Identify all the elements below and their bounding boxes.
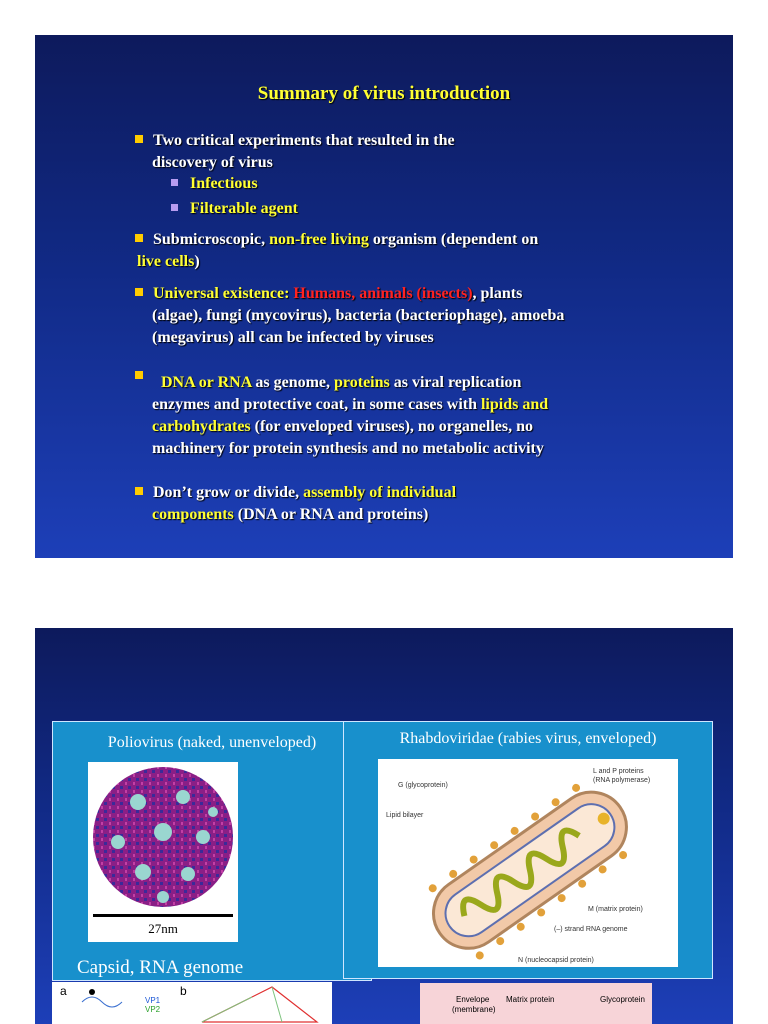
poliovirus-capsid-icon bbox=[88, 762, 238, 942]
g-glycoprotein-label: G (glycoprotein) bbox=[398, 782, 448, 789]
lp-label-line1: L and P proteins bbox=[593, 768, 644, 775]
bullet-submicroscopic: Submicroscopic, non-free living organism (dependent on live cells) bbox=[137, 231, 539, 270]
poliovirus-title: Poliovirus (naked, unenveloped) bbox=[107, 734, 317, 751]
matrix-protein-label: Matrix protein bbox=[506, 995, 555, 1004]
panel-a-label: a bbox=[60, 984, 67, 998]
bullet-square-icon bbox=[135, 288, 143, 296]
nucleocapsid-label: N (nucleocapsid protein) bbox=[518, 957, 594, 964]
capsid-caption: Capsid, RNA genome bbox=[77, 957, 244, 978]
rabies-virus-diagram-icon bbox=[378, 759, 678, 967]
matrix-protein-label: M (matrix protein) bbox=[588, 906, 643, 913]
scale-label: 27nm bbox=[148, 921, 178, 936]
glycoprotein-label: Glycoprotein bbox=[600, 995, 645, 1004]
lp-label-line2: (RNA polymerase) bbox=[593, 777, 651, 784]
envelope-structure-figure bbox=[420, 983, 652, 1024]
bullet-square-icon bbox=[135, 234, 143, 242]
rna-genome-label: (–) strand RNA genome bbox=[554, 926, 628, 933]
rabies-diagram bbox=[378, 759, 678, 967]
sub-bullet-filterable: Filterable agent bbox=[171, 200, 298, 218]
slide-summary bbox=[35, 35, 733, 558]
lipid-bilayer-label: Lipid bilayer bbox=[386, 812, 424, 819]
bullet-square-icon bbox=[135, 487, 143, 495]
vp1-label: VP1 bbox=[145, 996, 161, 1005]
capsid-structure-icon bbox=[52, 982, 332, 1024]
vp2-label: VP2 bbox=[145, 1005, 161, 1014]
slide-virus-structure bbox=[35, 628, 733, 1024]
poliovirus-panel bbox=[52, 721, 372, 981]
rabies-title: Rhabdoviridae (rabies virus, enveloped) bbox=[399, 730, 657, 747]
bullet-universal: Universal existence: Humans, animals (insects), plants (algae), fungi (mycovirus), bacteria (bacteriophage), amoeba (megavirus) all can be infected by viruses bbox=[135, 283, 564, 349]
bullet-experiments: Two critical experiments that resulted in the discovery of virus bbox=[135, 130, 455, 174]
bullet-square-icon bbox=[135, 371, 143, 379]
bullet-square-icon bbox=[135, 135, 143, 143]
rabies-panel bbox=[343, 721, 713, 979]
sub-bullet-infectious: Infectious bbox=[171, 175, 258, 193]
membrane-label: (membrane) bbox=[452, 1005, 496, 1014]
slide-title: Summary of virus introduction bbox=[257, 83, 511, 104]
poliovirus-image bbox=[88, 762, 238, 942]
sub-bullet-square-icon bbox=[171, 179, 178, 186]
panel-b-label: b bbox=[180, 984, 187, 998]
sub-bullet-square-icon bbox=[171, 204, 178, 211]
capsid-structure-figure bbox=[52, 982, 332, 1024]
bullet-assembly: Don’t grow or divide, assembly of individual components (DNA or RNA and proteins) bbox=[135, 482, 456, 526]
bullet-genome: DNA or RNA as genome, proteins as viral replication enzymes and protective coat, in some cases with lipids and carbohydrates (for enveloped viruses), no organelles, no machinery for protein synthesis and no metabolic activity bbox=[135, 372, 548, 460]
envelope-label: Envelope bbox=[456, 995, 490, 1004]
